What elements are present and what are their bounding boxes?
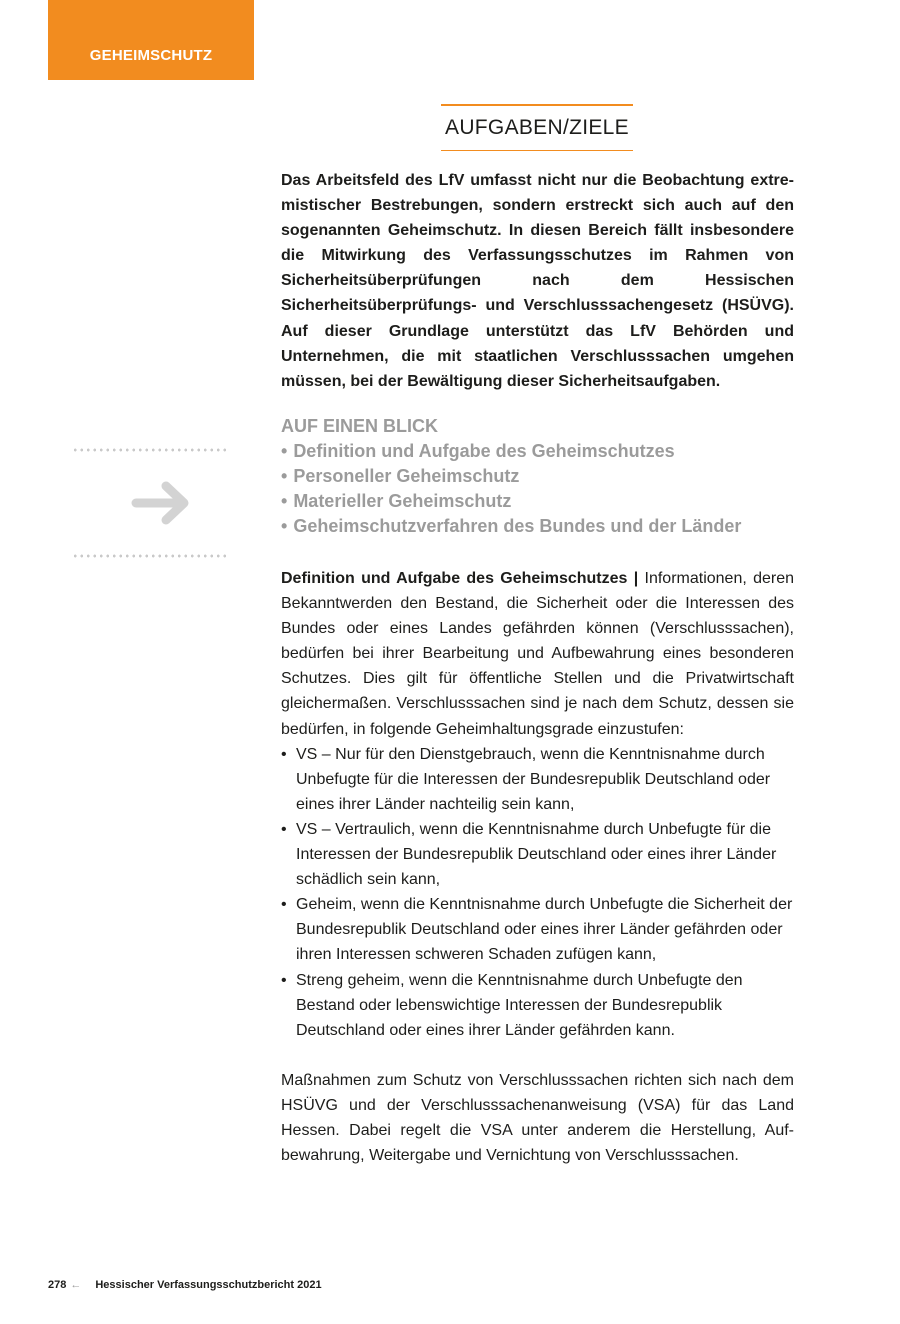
classification-item-text: VS – Vertraulich, wenn die Kenntnisnahme durch Unbefugte für die Interessen der Bundesrepublik Deutschland oder eines ihrer Länder schädlich sein kann,: [296, 820, 777, 889]
page-footer: [48, 1279, 322, 1291]
page-title-text: AUFGABEN/ZIELE: [445, 116, 629, 139]
definition-section: [281, 566, 794, 1168]
dotted-divider-bottom: [72, 554, 228, 558]
definition-lead: Definition und Aufgabe des Geheimschutzes |: [281, 570, 639, 587]
page-number: 278: [48, 1279, 67, 1291]
measures-paragraph: Maßnahmen zum Schutz von Verschlusssachen richten sich nach dem HSÜVG und der Verschlusssachenanweisung (VSA) für das Land Hessen. Dabei regelt die VSA unter anderem die Herstellung, Aufbewahrung, Weitergabe und Vernichtung von Verschlusssachen.: [281, 1071, 794, 1165]
at-a-glance-title: AUF EINEN BLICK: [281, 416, 438, 436]
publication-title: Hessischer Verfassungsschutzbericht 2021: [95, 1279, 322, 1291]
classification-item-text: Streng geheim, wenn die Kenntnisnahme durch Unbefugte den Bestand oder lebenswichtige Interessen der Bundesrepublik Deutschland oder eines ihrer Länder gefährden kann.: [296, 971, 743, 1039]
list-item: [281, 892, 794, 967]
classification-item-text: Geheim, wenn die Kenntnisnahme durch Unbefugte die Sicherheit der Bundesrepublik Deutschland oder eines ihrer Länder gefährden oder ihren Interessen schweren Schaden zufügen kann,: [296, 896, 793, 964]
right-arrow-icon: [130, 478, 196, 528]
list-item: • Definition und Aufgabe des Geheimschutzes: [281, 439, 794, 464]
dotted-divider-top: [72, 448, 228, 452]
left-arrow-icon: ←: [70, 1279, 82, 1291]
section-tab-label: GEHEIMSCHUTZ: [89, 46, 213, 64]
definition-paragraph: [281, 566, 794, 742]
at-a-glance-box: [281, 414, 794, 539]
classification-item-text: VS – Nur für den Dienstgebrauch, wenn die Kenntnisnahme durch Unbefugte für die Interessen der Bundesrepublik Deutschland oder eines ihrer Länder nachteilig sein kann,: [296, 745, 771, 813]
definition-text: Informationen, deren Bekanntwerden den Bestand, die Sicherheit oder die Interessen des Bundes oder eines Landes gefährden können (Verschlusssachen), bedürfen bei ihrer Bearbeitung und Aufbewahrung eines besonderen Schutzes. Dies gilt für öffentliche Stellen und die Privatwirtschaft gleichermaßen. Verschlusssachen sind je nach dem Schutz, dessen sie bedürfen, in folgende Geheimhaltungsgrade einzustufen:: [281, 570, 795, 738]
intro-paragraph: Das Arbeitsfeld des LfV umfasst nicht nur die Beobachtung extremistischer Bestrebungen, sondern erstreckt sich auch auf den sogenannten Geheimschutz. In diesen Bereich fällt insbesondere die Mitwirkung des Verfassungsschutzes im Rahmen von Sicherheitsüberprüfungen nach dem Hessischen Sicherheitsüberprüfungs- und Verschlusssachengesetz (HSÜVG). Auf dieser Grundlage unterstützt das LfV Behörden und Unternehmen, die mit staatlichen Verschlusssachen umgehen müssen, bei der Bewältigung dieser Sicherheitsaufgaben.: [281, 172, 794, 390]
list-item: • Geheimschutzverfahren des Bundes und der Länder: [281, 514, 794, 539]
list-item: [281, 968, 794, 1043]
page-title: [441, 104, 633, 151]
list-item: [281, 817, 794, 892]
classification-list: [281, 742, 794, 1043]
list-item: • Materieller Geheimschutz: [281, 489, 794, 514]
list-item: [281, 742, 794, 817]
list-item: • Personeller Geheimschutz: [281, 464, 794, 489]
at-a-glance-list: [281, 439, 794, 539]
section-tab: [48, 0, 254, 80]
